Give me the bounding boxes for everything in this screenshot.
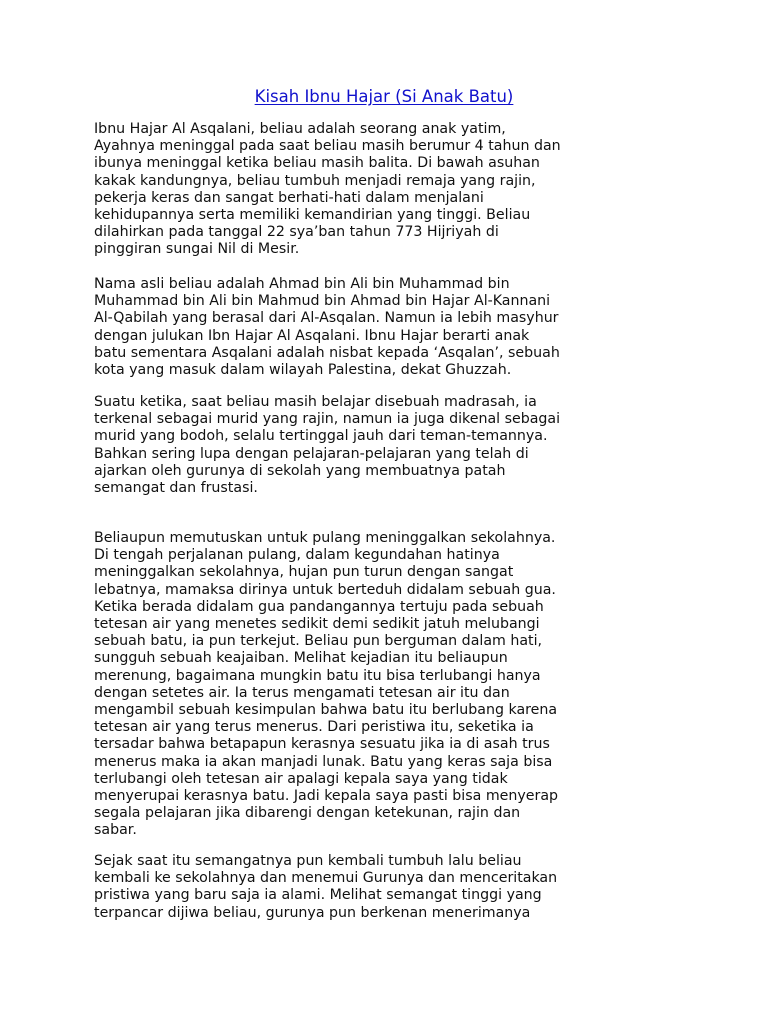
paragraph-line: kakak kandungnya, beliau tumbuh menjadi remaja yang rajin, — [94, 172, 536, 189]
paragraph-line: dengan julukan Ibn Hajar Al Asqalani. Ibnu Hajar berarti anak — [94, 327, 530, 344]
paragraph-5 — [94, 853, 704, 922]
paragraph-line: Bahkan sering lupa dengan pelajaran-pelajaran yang telah di — [94, 445, 529, 462]
paragraph-2 — [94, 276, 704, 379]
paragraph-line: Ibnu Hajar Al Asqalani, beliau adalah seorang anak yatim, — [94, 121, 506, 137]
paragraph-line: dengan setetes air. Ia terus mengamati tetesan air itu dan — [94, 684, 510, 701]
paragraph-line: Muhammad bin Ali bin Mahmud bin Ahmad bin Hajar Al-Kannani — [94, 293, 551, 310]
paragraph-line: semangat dan frustasi. — [94, 480, 258, 497]
paragraph-line: pekerja keras dan sangat berhati-hati dalam menjalani — [94, 189, 484, 206]
paragraph-line: pinggiran sungai Nil di Mesir. — [94, 241, 300, 258]
paragraph-line: Ketika berada didalam gua pandangannya tertuju pada sebuah — [94, 598, 544, 615]
paragraph-line: Di tengah perjalanan pulang, dalam kegundahan hatinya — [94, 547, 500, 564]
paragraph-line: segala pelajaran jika dibarengi dengan ketekunan, rajin dan — [94, 805, 521, 822]
paragraph-4 — [94, 530, 704, 840]
paragraph-line: ajarkan oleh gurunya di sekolah yang membuatnya patah — [94, 462, 506, 479]
paragraph-line: kehidupannya serta memiliki kemandirian yang tinggi. Beliau — [94, 207, 531, 224]
paragraph-line: menerus maka ia akan manjadi lunak. Batu yang keras saja bisa — [94, 753, 553, 770]
document-title: Kisah Ibnu Hajar (Si Anak Batu) — [254, 87, 514, 106]
paragraph-line: pristiwa yang baru saja ia alami. Melihat semangat tinggi yang — [94, 887, 542, 904]
paragraph-line: sungguh sebuah keajaiban. Melihat kejadian itu beliaupun — [94, 650, 508, 667]
paragraph-line: Beliaupun memutuskan untuk pulang meninggalkan sekolahnya. — [94, 530, 556, 546]
paragraph-line: kembali ke sekolahnya dan menemui Gurunya dan menceritakan — [94, 870, 558, 887]
paragraph-line: kota yang masuk dalam wilayah Palestina, dekat Ghuzzah. — [94, 362, 512, 379]
paragraph-line: sebuah batu, ia pun terkejut. Beliau pun berguman dalam hati, — [94, 633, 543, 650]
paragraph-line: tetesan air yang terus menerus. Dari peristiwa itu, seketika ia — [94, 719, 534, 736]
paragraph-1 — [94, 121, 704, 259]
paragraph-line: Suatu ketika, saat beliau masih belajar disebuah madrasah, ia — [94, 394, 537, 410]
paragraph-line: tetesan air yang menetes sedikit demi sedikit jatuh melubangi — [94, 616, 540, 633]
paragraph-line: meninggalkan sekolahnya, hujan pun turun dengan sangat — [94, 564, 514, 581]
paragraph-line: mengambil sebuah kesimpulan bahwa batu itu berlubang karena — [94, 702, 558, 719]
paragraph-line: batu sementara Asqalani adalah nisbat kepada ‘Asqalan’, sebuah — [94, 344, 560, 361]
paragraph-line: sabar. — [94, 822, 137, 839]
paragraph-line: murid yang bodoh, selalu tertinggal jauh dari teman-temannya. — [94, 428, 548, 445]
paragraph-line: merenung, bagaimana mungkin batu itu bisa terlubangi hanya — [94, 667, 541, 684]
paragraph-line: Al-Qabilah yang berasal dari Al-Asqalan. Namun ia lebih masyhur — [94, 310, 559, 327]
paragraph-line: menyerupai kerasnya batu. Jadi kepala saya pasti bisa menyerap — [94, 788, 559, 805]
paragraph-line: lebatnya, mamaksa dirinya untuk berteduh didalam sebuah gua. — [94, 581, 556, 598]
paragraph-line: terkenal sebagai murid yang rajin, namun ia juga dikenal sebagai — [94, 411, 561, 428]
paragraph-line: terpancar dijiwa beliau, gurunya pun berkenan menerimanya — [94, 904, 531, 921]
paragraph-line: Sejak saat itu semangatnya pun kembali tumbuh lalu beliau — [94, 853, 522, 869]
paragraph-line: tersadar bahwa betapapun kerasnya sesuatu jika ia di asah trus — [94, 736, 550, 753]
paragraph-line: dilahirkan pada tanggal 22 sya’ban tahun 773 Hijriyah di — [94, 224, 499, 241]
paragraph-3 — [94, 394, 704, 497]
paragraph-line: terlubangi oleh tetesan air apalagi kepala saya yang tidak — [94, 770, 508, 787]
paragraph-line: Nama asli beliau adalah Ahmad bin Ali bin Muhammad bin — [94, 276, 510, 292]
paragraph-line: Ayahnya meninggal pada saat beliau masih berumur 4 tahun dan — [94, 138, 561, 155]
paragraph-line: ibunya meninggal ketika beliau masih balita. Di bawah asuhan — [94, 155, 540, 172]
